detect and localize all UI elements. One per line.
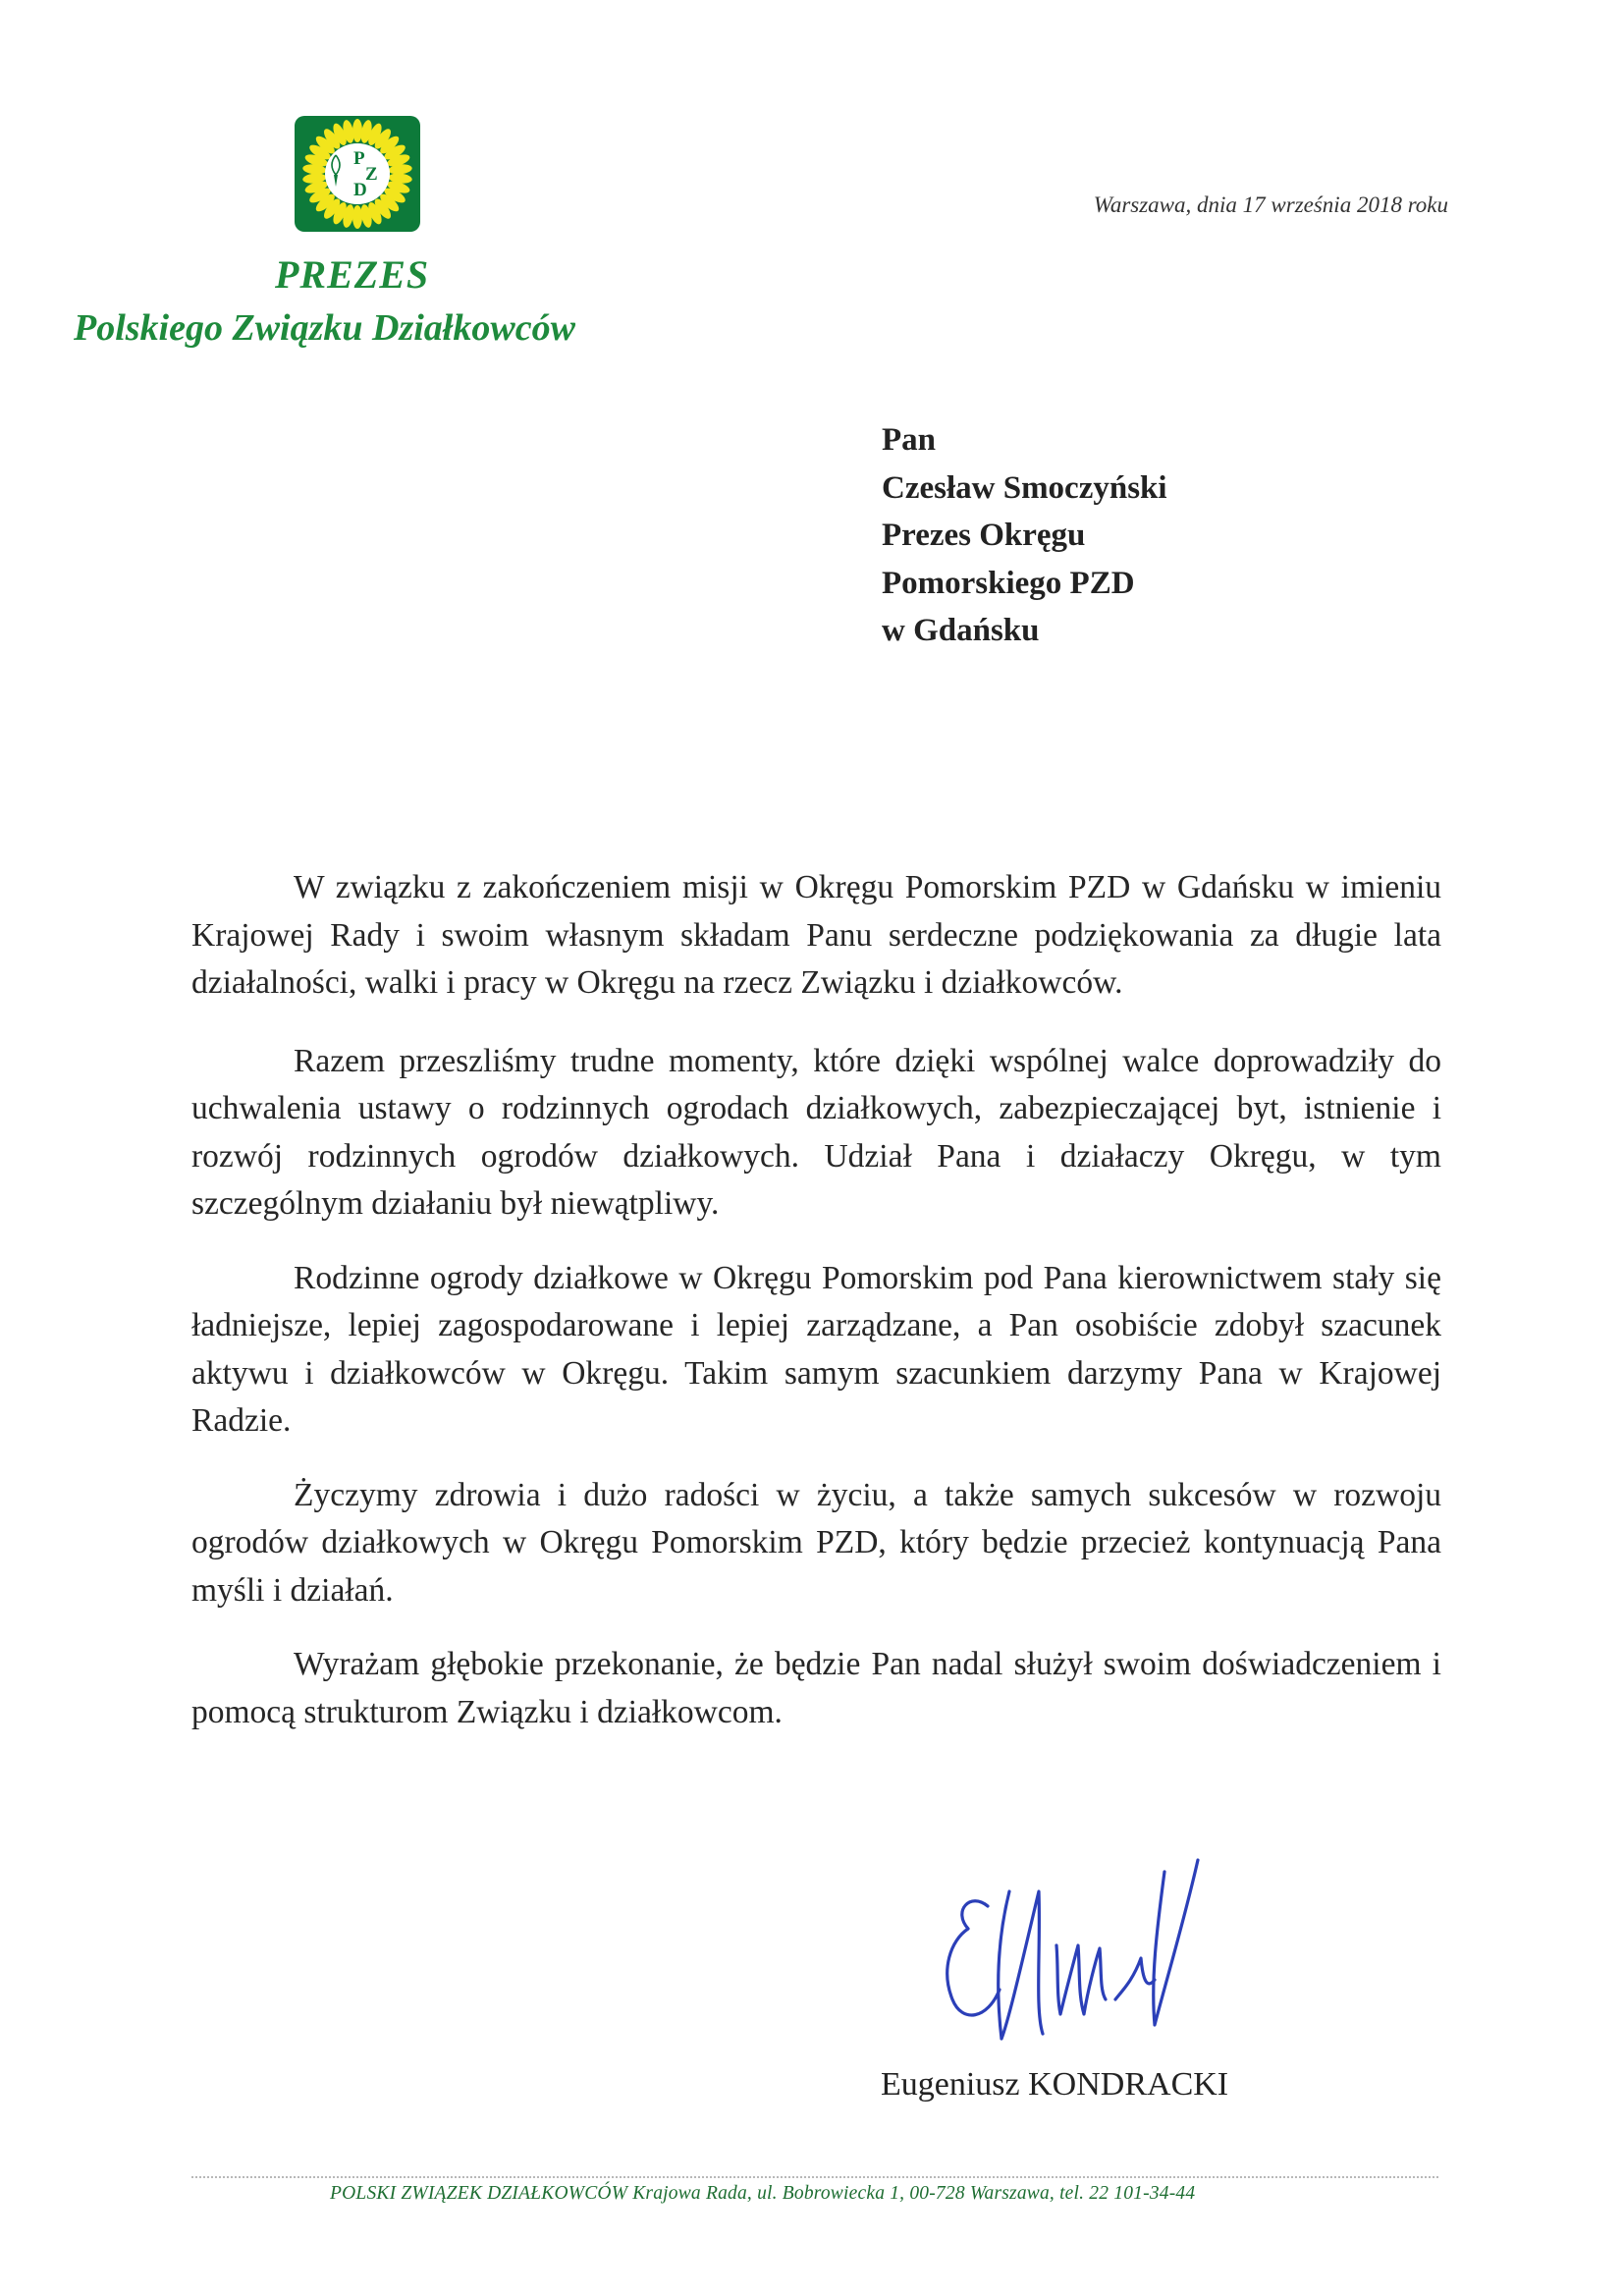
recipient-line: w Gdańsku [882, 613, 1040, 648]
body-paragraph: Życzymy zdrowia i dużo radości w życiu, a także samych sukcesów w rozwoju ogrodów działkowych w Okręgu Pomorskim PZD, który będzie przecież kontynuacją Pana myśli i działań. [191, 1476, 1441, 1609]
recipient-line: Pomorskiego PZD [882, 565, 1135, 601]
date-line: Warszawa, dnia 17 września 2018 roku [1093, 192, 1448, 217]
body-paragraph: Wyrażam głębokie przekonanie, że będzie Pan nadal służył swoim doświadczeniem i pomocą strukturom Związku i działkowcom. [191, 1646, 1441, 1730]
recipient-line: Prezes Okręgu [882, 518, 1086, 553]
sender-organization: Polskiego Związku Działkowców [74, 307, 575, 349]
footer-divider [191, 2176, 1438, 2178]
recipient-line: Czesław Smoczyński [882, 469, 1167, 506]
footer-address: POLSKI ZWIĄZEK DZIAŁKOWCÓW Krajowa Rada, ul. Bobrowiecka 1, 00-728 Warszawa, tel. 22 101-34-44 [330, 2183, 1196, 2204]
logo-letter-d: D [353, 180, 367, 200]
logo-letter-p: P [353, 148, 365, 169]
pzd-logo [295, 116, 420, 232]
recipient-block [882, 416, 1167, 655]
sunflower-logo-icon [295, 116, 420, 232]
sender-title: PREZES [275, 252, 430, 297]
body-paragraph: Razem przeszliśmy trudne momenty, które dzięki wspólnej walce doprowadziły do uchwalenia ustawy o rodzinnych ogrodach działkowych, zabezpieczającej byt, istnienie i rozwój rodzinnych ogrodów działkowych. Udział Pana i działaczy Okręgu, w tym szczególnym działaniu był niewątpliwy. [191, 1042, 1441, 1222]
letter-body [191, 864, 1441, 1763]
logo-letter-z: Z [365, 164, 378, 185]
body-paragraph: W związku z zakończeniem misji w Okręgu Pomorskim PZD w Gdańsku w imieniu Krajowej Rady i swoim własnym składam Panu serdeczne podziękowania za długie lata działalności, walki i pracy w Okręgu na rzecz Związku i działkowców. [191, 869, 1441, 1001]
recipient-line: Pan [882, 422, 937, 458]
body-paragraph: Rodzinne ogrody działkowe w Okręgu Pomorskim pod Pana kierownictwem stały się ładniejsze, lepiej zagospodarowane i lepiej zarządzane, a Pan osobiście zdobył szacunek aktywu i działkowców w Okręgu. Takim samym szacunkiem darzymy Pana w Krajowej Radzie. [191, 1259, 1441, 1439]
signer-name: Eugeniusz KONDRACKI [881, 2066, 1229, 2103]
handwritten-signature [941, 1832, 1274, 2068]
